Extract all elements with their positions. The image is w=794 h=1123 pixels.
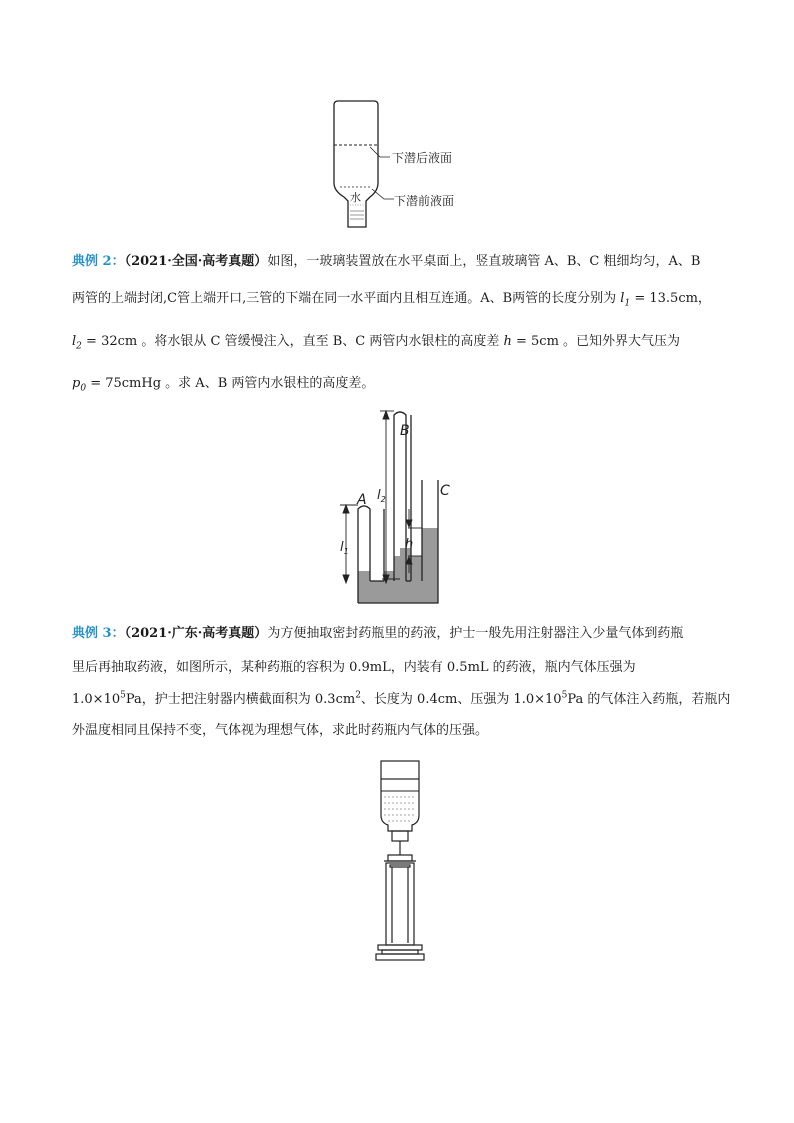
label-after: 下潜后液面 xyxy=(392,151,453,165)
example2-line4: $p_0$ = 75cmHg 。求 A、B 两管内水银柱的高度差。 xyxy=(72,376,375,394)
label-l1: $l_1$ xyxy=(340,540,349,556)
example3-line2: 里后再抽取药液，如图所示，某种药瓶的容积为 0.9mL，内装有 0.5mL 的药液，瓶内气体压强为 xyxy=(72,660,636,675)
example2-line1: 典例 2：（2021·全国·高考真题）如图，一玻璃装置放在水平桌面上，竖直玻璃管 A、B、C 粗细均匀，A、B xyxy=(72,254,701,269)
example2-line2: 两管的上端封闭,C管上端开口,三管的下端在同一水平面内且相互连通。A、B两管的长度分别为 $l_1 = 13.5cm$， xyxy=(72,291,711,309)
l1-symbol: $l_1$ xyxy=(620,291,631,309)
example3-line1: 典例 3：（2021·广东·高考真题）为方便抽取密封药瓶里的药液，护士一般先用注射器注入少量气体到药瓶 xyxy=(72,626,684,641)
example2-tag: 典例 2： xyxy=(72,254,125,269)
example2-line3: $l_2 = 32cm$ 。将水银从 C 管缓慢注入，直至 B、C 两管内水银柱的高度差 h = 5cm 。已知外界大气压为 xyxy=(72,334,681,352)
bottle-figure xyxy=(320,95,490,240)
example3-line3: $1.0\times 10^5Pa$，护士把注射器内横截面积为 $0.3cm^2$、长度为 0.4cm、压强为 $1.0\times 10^5Pa$ 的气体注入药瓶，若瓶内 xyxy=(72,690,731,707)
example3-line4: 外温度相同且保持不变，气体视为理想气体，求此时药瓶内气体的压强。 xyxy=(72,723,489,738)
label-water: 水 xyxy=(350,191,361,204)
l2-symbol: $l_2$ xyxy=(72,334,82,352)
label-l2: $l_2$ xyxy=(377,488,386,504)
label-C: C xyxy=(440,483,450,499)
tubes-figure xyxy=(330,405,460,610)
example2-source: （2021·全国·高考真题） xyxy=(124,254,268,269)
label-h: h xyxy=(405,537,414,552)
h-symbol: h xyxy=(503,334,512,349)
syringe-figure xyxy=(370,755,430,970)
label-B: B xyxy=(400,423,410,439)
label-before: 下潜前液面 xyxy=(394,194,455,208)
example3-source: （2021·广东·高考真题） xyxy=(124,626,268,641)
p0-symbol: $p_0$ xyxy=(72,376,87,394)
example3-tag: 典例 3： xyxy=(72,626,125,641)
label-A: A xyxy=(357,492,367,508)
